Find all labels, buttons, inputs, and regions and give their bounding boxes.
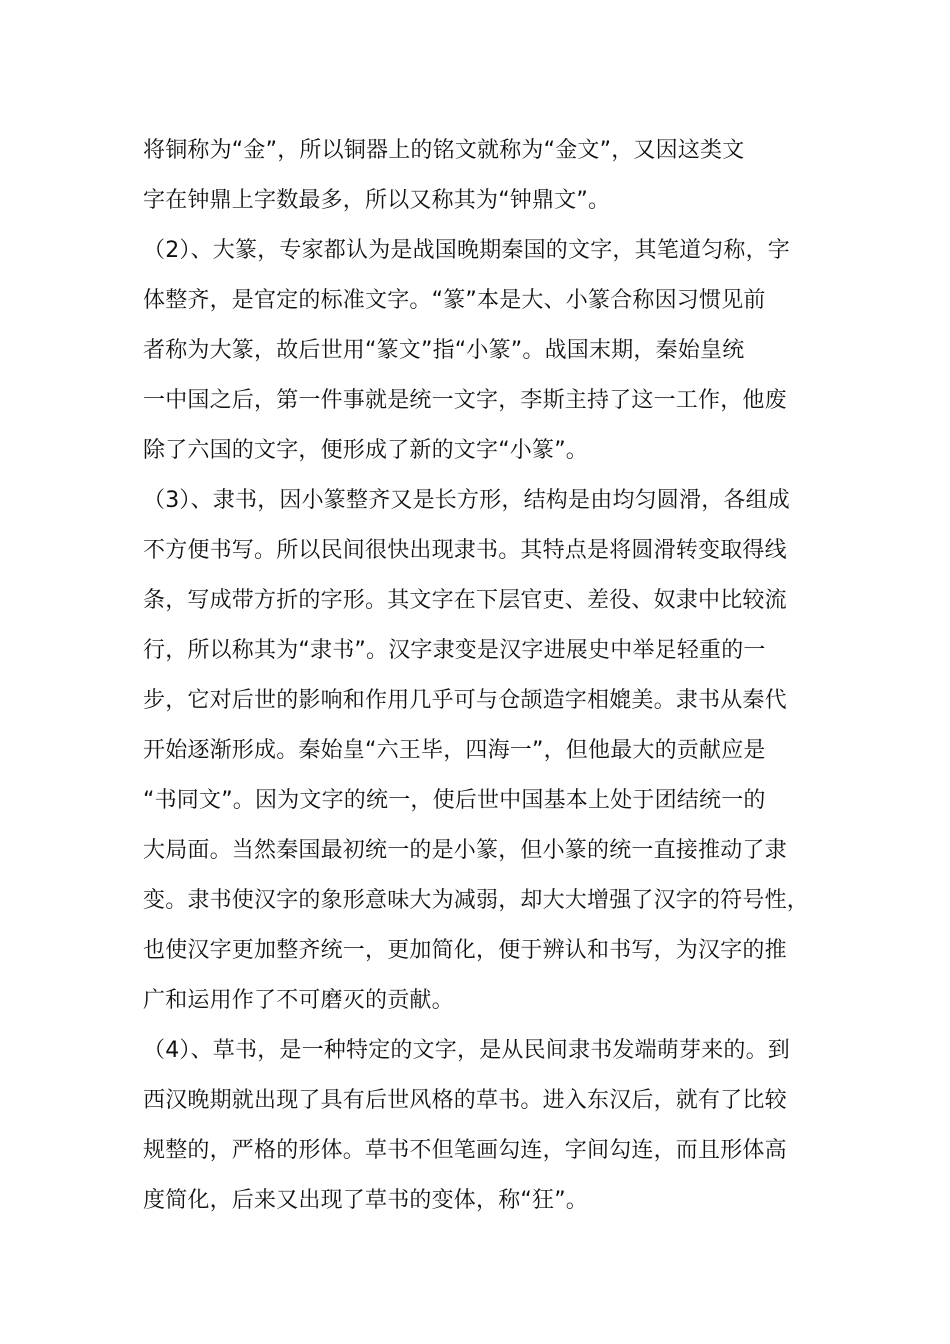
text-line: 步，它对后世的影响和作用几乎可与仓颉造字相媲美。隶书从秦代 [143,688,787,713]
text-line: 西汉晚期就出现了具有后世风格的草书。进入东汉后，就有了比较 [143,1088,787,1113]
text-line: 将铜称为“金”，所以铜器上的铭文就称为“金文”，又因这类文 [143,138,745,163]
text-line: “书同文”。因为文字的统一，使后世中国基本上处于团结统一的 [143,788,766,813]
text-line: 大局面。当然秦国最初统一的是小篆，但小篆的统一直接推动了隶 [143,838,787,863]
text-line: 字在钟鼎上字数最多，所以又称其为“钟鼎文”。 [143,188,611,213]
text-line: 行，所以称其为“隶书”。汉字隶变是汉字进展史中举足轻重的一 [143,638,766,663]
text-line: 广和运用作了不可磨灭的贡献。 [143,988,454,1013]
text-line: 度简化，后来又出现了草书的变体，称“狂”。 [143,1188,588,1213]
text-line: 也使汉字更加整齐统一，更加简化，便于辨认和书写，为汉字的推 [143,938,787,963]
text-line: （4）、草书，是一种特定的文字，是从民间隶书发端萌芽来的。到 [143,1038,790,1063]
text-line: 体整齐，是官定的标准文字。“篆”本是大、小篆合称因习惯见前 [143,288,766,313]
text-line: 除了六国的文字，便形成了新的文字“小篆”。 [143,438,588,463]
text-line: 者称为大篆，故后世用“篆文”指“小篆”。战国末期，秦始皇统 [143,338,745,363]
text-line: 不方便书写。所以民间很快出现隶书。其特点是将圆滑转变取得线 [143,538,787,563]
text-line: 一中国之后，第一件事就是统一文字，李斯主持了这一工作，他废 [143,388,787,413]
text-line: 条，写成带方折的字形。其文字在下层官吏、差役、奴隶中比较流 [143,588,787,613]
text-line: （2）、大篆，专家都认为是战国晚期秦国的文字，其笔道匀称，字 [143,238,790,263]
text-line: 规整的，严格的形体。草书不但笔画勾连，字间勾连，而且形体高 [143,1138,787,1163]
text-line: 变。隶书使汉字的象形意味大为减弱，却大大增强了汉字的符号性， [143,888,810,913]
text-line: 开始逐渐形成。秦始皇“六王毕，四海一”，但他最大的贡献应是 [143,738,766,763]
text-line: （3）、隶书，因小篆整齐又是长方形，结构是由均匀圆滑，各组成 [143,488,790,513]
